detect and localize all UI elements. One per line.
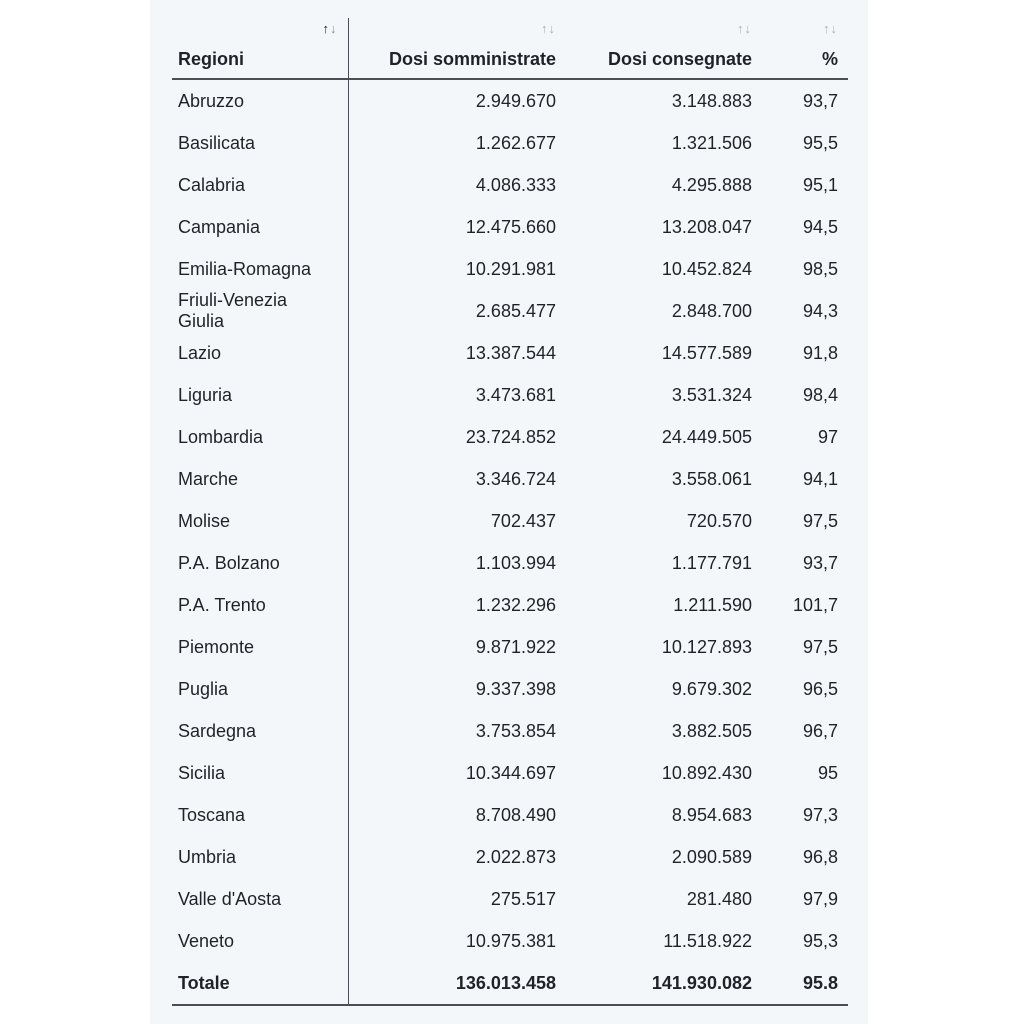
cell-region: Calabria [172, 164, 348, 206]
table-row [172, 710, 848, 752]
column-header-dosi-somministrate[interactable] [348, 18, 566, 79]
cell-dosi-consegnate: 24.449.505 [661, 426, 752, 447]
cell-percent: 95 [817, 762, 838, 783]
table-row [172, 79, 848, 122]
table-row [172, 416, 848, 458]
cell-dosi-somministrate: 10.291.981 [465, 258, 556, 279]
table-row [172, 542, 848, 584]
cell-dosi-consegnate: 10.892.430 [661, 762, 752, 783]
cell-region: P.A. Trento [172, 584, 348, 626]
column-header-label: % [821, 49, 838, 69]
cell-dosi-consegnate: 10.452.824 [661, 258, 752, 279]
cell-dosi-somministrate: 1.262.677 [475, 132, 556, 153]
table-row [172, 626, 848, 668]
total-dosi-somministrate: 136.013.458 [348, 962, 566, 1005]
cell-dosi-consegnate: 281.480 [686, 888, 752, 909]
cell-percent: 94,1 [802, 468, 838, 489]
cell-dosi-consegnate: 10.127.893 [661, 636, 752, 657]
table-row [172, 500, 848, 542]
column-header-label: Regioni [178, 49, 244, 69]
cell-percent: 98,5 [802, 258, 838, 279]
cell-region: Lombardia [172, 416, 348, 458]
cell-percent: 96,8 [802, 846, 838, 867]
cell-dosi-consegnate: 4.295.888 [671, 174, 752, 195]
cell-percent: 93,7 [802, 90, 838, 111]
cell-dosi-consegnate: 14.577.589 [661, 342, 752, 363]
total-label: Totale [172, 962, 348, 1005]
cell-region: Sardegna [172, 710, 348, 752]
table-body [172, 79, 848, 1005]
sort-arrows-icon[interactable]: ↑↓ [322, 21, 338, 36]
column-header-dosi-consegnate[interactable] [566, 18, 762, 79]
cell-region: Basilicata [172, 122, 348, 164]
cell-dosi-consegnate: 13.208.047 [661, 216, 752, 237]
cell-percent: 97,9 [802, 888, 838, 909]
table-row [172, 584, 848, 626]
cell-dosi-consegnate: 2.848.700 [671, 300, 752, 321]
cell-dosi-somministrate: 275.517 [490, 888, 556, 909]
cell-dosi-consegnate: 2.090.589 [671, 846, 752, 867]
cell-dosi-somministrate: 8.708.490 [475, 804, 556, 825]
table-row [172, 248, 848, 290]
column-header-label: Dosi somministrate [388, 49, 556, 69]
sort-arrows-icon[interactable]: ↑↓ [541, 21, 556, 36]
cell-region: Marche [172, 458, 348, 500]
cell-region: Campania [172, 206, 348, 248]
cell-dosi-somministrate: 9.337.398 [475, 678, 556, 699]
cell-dosi-consegnate: 9.679.302 [671, 678, 752, 699]
table-row [172, 878, 848, 920]
cell-region: Molise [172, 500, 348, 542]
cell-percent: 95,1 [802, 174, 838, 195]
table-row [172, 668, 848, 710]
table-row [172, 332, 848, 374]
cell-region: Veneto [172, 920, 348, 962]
cell-region: Friuli-Venezia Giulia [172, 290, 348, 332]
cell-dosi-somministrate: 9.871.922 [475, 636, 556, 657]
table-row [172, 164, 848, 206]
cell-dosi-somministrate: 12.475.660 [465, 216, 556, 237]
cell-dosi-consegnate: 1.321.506 [671, 132, 752, 153]
cell-region: Abruzzo [172, 79, 348, 122]
cell-percent: 95,3 [802, 930, 838, 951]
table-panel [150, 0, 868, 1024]
cell-percent: 97,3 [802, 804, 838, 825]
cell-dosi-somministrate: 2.949.670 [475, 90, 556, 111]
cell-dosi-consegnate: 3.558.061 [671, 468, 752, 489]
sort-arrows-icon[interactable]: ↑↓ [737, 21, 752, 36]
cell-percent: 96,7 [802, 720, 838, 741]
total-percent: 95.8 [762, 962, 848, 1005]
cell-percent: 96,5 [802, 678, 838, 699]
cell-dosi-consegnate: 3.531.324 [671, 384, 752, 405]
cell-region: Umbria [172, 836, 348, 878]
cell-dosi-somministrate: 702.437 [490, 510, 556, 531]
cell-dosi-somministrate: 23.724.852 [465, 426, 556, 447]
cell-dosi-somministrate: 13.387.544 [465, 342, 556, 363]
table-row [172, 920, 848, 962]
cell-region: Sicilia [172, 752, 348, 794]
cell-percent: 97 [817, 426, 838, 447]
column-header-regioni[interactable] [172, 18, 348, 79]
cell-percent: 101,7 [792, 594, 838, 615]
table-row [172, 122, 848, 164]
cell-region: Toscana [172, 794, 348, 836]
total-dosi-consegnate: 141.930.082 [566, 962, 762, 1005]
cell-dosi-somministrate: 10.975.381 [465, 930, 556, 951]
table-row [172, 374, 848, 416]
cell-dosi-consegnate: 3.882.505 [671, 720, 752, 741]
cell-percent: 95,5 [802, 132, 838, 153]
cell-percent: 98,4 [802, 384, 838, 405]
cell-percent: 94,5 [802, 216, 838, 237]
cell-dosi-consegnate: 3.148.883 [671, 90, 752, 111]
column-header-percent[interactable] [762, 18, 848, 79]
cell-percent: 97,5 [802, 636, 838, 657]
cell-dosi-somministrate: 3.473.681 [475, 384, 556, 405]
cell-dosi-somministrate: 1.103.994 [475, 552, 556, 573]
sort-arrows-icon[interactable]: ↑↓ [823, 21, 838, 36]
cell-dosi-somministrate: 2.685.477 [475, 300, 556, 321]
table-row [172, 458, 848, 500]
table-total-row [172, 962, 848, 1005]
cell-dosi-consegnate: 1.211.590 [673, 594, 752, 615]
cell-dosi-somministrate: 1.232.296 [475, 594, 556, 615]
table-row [172, 836, 848, 878]
table-row [172, 752, 848, 794]
cell-region: Piemonte [172, 626, 348, 668]
table-row [172, 206, 848, 248]
table-row [172, 794, 848, 836]
cell-percent: 93,7 [802, 552, 838, 573]
cell-region: Valle d'Aosta [172, 878, 348, 920]
cell-percent: 94,3 [802, 300, 838, 321]
cell-dosi-somministrate: 10.344.697 [465, 762, 556, 783]
cell-dosi-consegnate: 720.570 [686, 510, 752, 531]
cell-dosi-consegnate: 8.954.683 [671, 804, 752, 825]
cell-dosi-somministrate: 3.753.854 [475, 720, 556, 741]
cell-region: Liguria [172, 374, 348, 416]
cell-region: Emilia-Romagna [172, 248, 348, 290]
cell-dosi-consegnate: 11.518.922 [663, 930, 752, 951]
column-header-label: Dosi consegnate [607, 49, 752, 69]
vaccine-doses-table [172, 18, 848, 1006]
cell-dosi-consegnate: 1.177.791 [671, 552, 752, 573]
cell-percent: 91,8 [802, 342, 838, 363]
table-header-row [172, 18, 848, 79]
cell-dosi-somministrate: 4.086.333 [475, 174, 556, 195]
table-row [172, 290, 848, 332]
cell-dosi-somministrate: 2.022.873 [475, 846, 556, 867]
cell-region: Lazio [172, 332, 348, 374]
cell-percent: 97,5 [802, 510, 838, 531]
cell-dosi-somministrate: 3.346.724 [475, 468, 556, 489]
cell-region: Puglia [172, 668, 348, 710]
cell-region: P.A. Bolzano [172, 542, 348, 584]
